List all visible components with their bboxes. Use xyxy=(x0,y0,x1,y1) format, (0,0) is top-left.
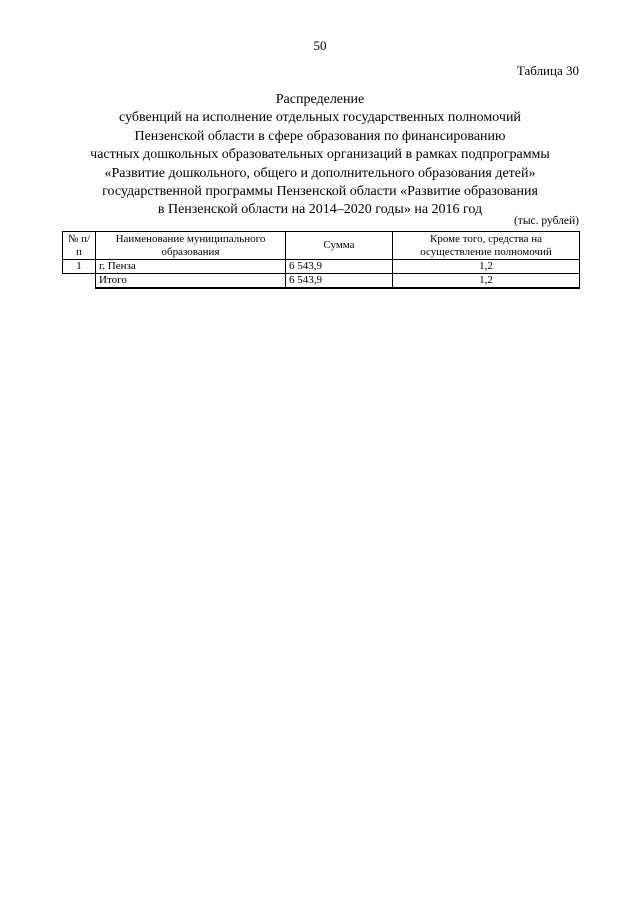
table-row xyxy=(63,260,580,274)
document-title xyxy=(62,91,578,220)
total-sum: 6 543,9 xyxy=(286,274,393,289)
total-row xyxy=(63,274,580,289)
table-label: Таблица 30 xyxy=(516,63,579,78)
title-line: в Пензенской области на 2014–2020 годы» на 2016 год xyxy=(157,202,483,218)
distribution-table xyxy=(62,231,580,289)
header-num: № п/п xyxy=(63,232,96,260)
row-num: 1 xyxy=(63,260,96,274)
page-number: 50 xyxy=(313,38,327,53)
header-name: Наименование муниципального образования xyxy=(96,232,286,260)
table-header-row xyxy=(63,232,580,260)
header-sum: Сумма xyxy=(286,232,393,260)
title-line: субвенций на исполнение отдельных государственных полномочий xyxy=(119,110,521,126)
title-line: частных дошкольных образовательных организаций в рамках подпрограммы xyxy=(90,147,550,163)
row-sum: 6 543,9 xyxy=(286,260,393,274)
title-line: Распределение xyxy=(275,92,365,107)
total-extra: 1,2 xyxy=(393,274,580,289)
units-label: (тыс. рублей) xyxy=(513,215,579,227)
row-extra: 1,2 xyxy=(393,260,580,274)
total-name: Итого xyxy=(96,274,286,289)
title-line: Пензенской области в сфере образования по финансированию xyxy=(134,128,506,144)
header-extra: Кроме того, средства на осуществление полномочий xyxy=(393,232,580,260)
total-num xyxy=(63,274,96,289)
row-name: г. Пенза xyxy=(96,260,286,274)
title-line: «Развитие дошкольного, общего и дополнительного образования детей» xyxy=(104,165,536,181)
title-line: государственной программы Пензенской области «Развитие образования xyxy=(102,184,538,200)
